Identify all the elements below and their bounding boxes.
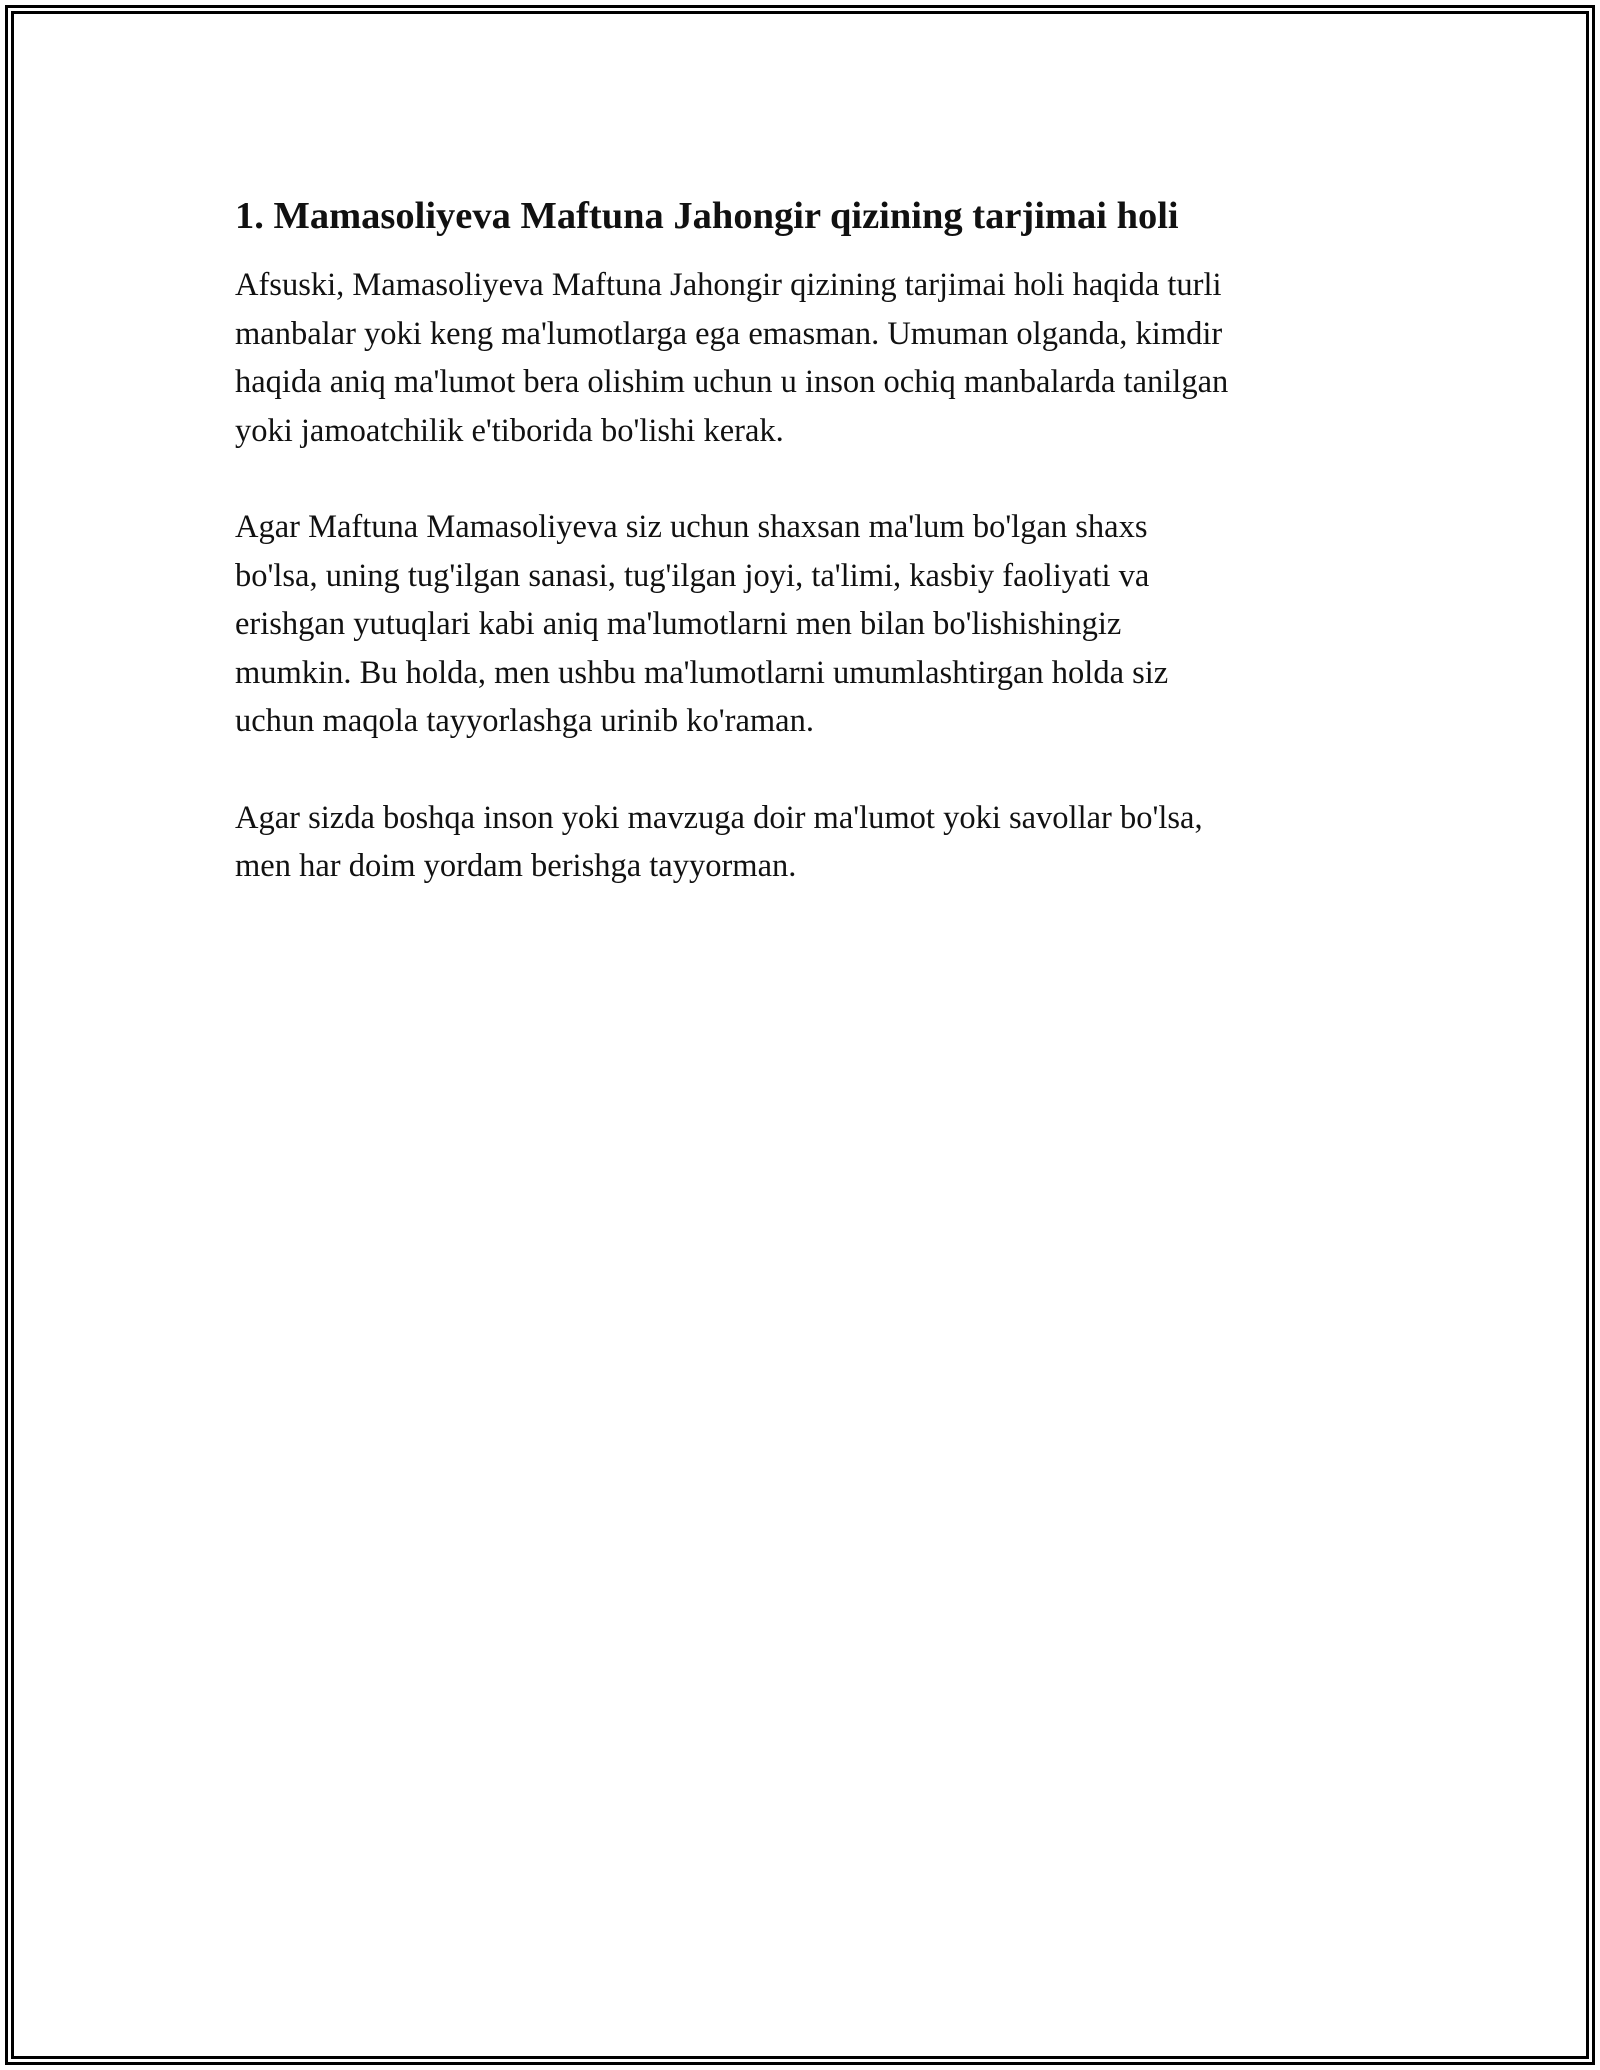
paragraph-line: uchun maqola tayyorlashga urinib ko'raman. [235, 703, 814, 739]
paragraph-line: men har doim yordam berishga tayyorman. [235, 848, 797, 884]
paragraph-line: Agar Maftuna Mamasoliyeva siz uchun shaxsan ma'lum bo'lgan shaxs [235, 509, 1148, 545]
paragraph-line: Afsuski, Mamasoliyeva Maftuna Jahongir qizining tarjimai holi haqida turli [235, 267, 1222, 303]
paragraph-1 [235, 261, 1365, 455]
paragraph-line: haqida aniq ma'lumot bera olishim uchun u inson ochiq manbalarda tanilgan [235, 364, 1229, 400]
document-body [235, 180, 1365, 891]
paragraph-line: manbalar yoki keng ma'lumotlarga ega emasman. Umuman olganda, kimdir [235, 315, 1223, 352]
paragraph-line: yoki jamoatchilik e'tiborida bo'lishi kerak. [235, 412, 784, 449]
page-title: 1. Mamasoliyeva Maftuna Jahongir qizining tarjimai holi [235, 195, 1179, 237]
paragraph-line: Agar sizda boshqa inson yoki mavzuga doir ma'lumot yoki savollar bo'lsa, [235, 799, 1203, 836]
paragraph-3 [235, 794, 1365, 891]
paragraph-line: mumkin. Bu holda, men ushbu ma'lumotlarni umumlashtirgan holda siz [235, 654, 1169, 691]
paragraph-line: erishgan yutuqlari kabi aniq ma'lumotlarni men bilan bo'lishishingiz [235, 606, 1122, 642]
paragraph-line: bo'lsa, uning tug'ilgan sanasi, tug'ilgan joyi, ta'limi, kasbiy faoliyati va [235, 557, 1150, 594]
paragraph-2 [235, 503, 1365, 746]
